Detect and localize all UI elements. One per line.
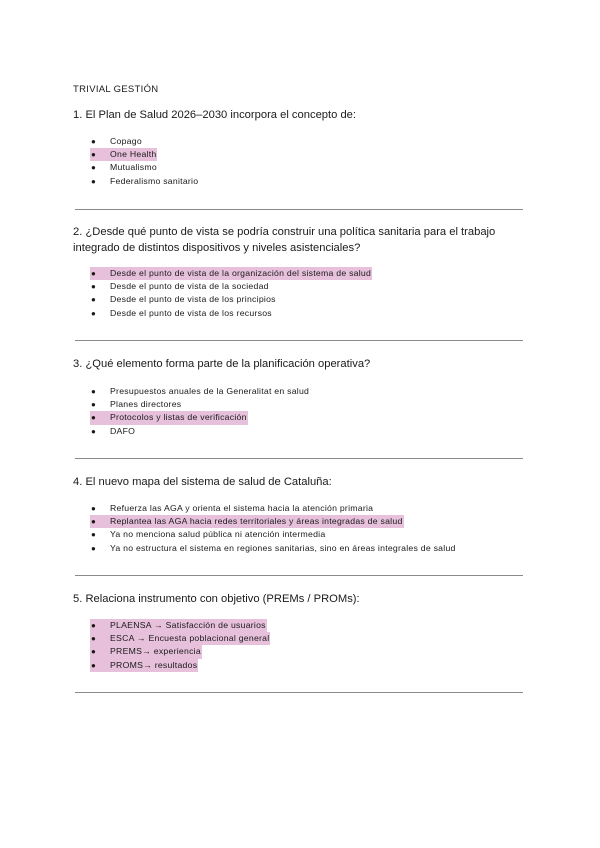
bullet-icon: ● — [91, 295, 97, 305]
bullet-icon: ● — [90, 619, 110, 632]
option-label: One Health — [109, 148, 157, 161]
option-label: Refuerza las AGA y orienta el sistema hacia la atención primaria — [110, 503, 374, 513]
option-label: Mutualismo — [110, 162, 157, 173]
bullet-icon: ● — [91, 308, 97, 318]
bullet-icon: ● — [91, 282, 97, 292]
question-1: 1. El Plan de Salud 2026–2030 incorpora el concepto de: — [73, 109, 357, 121]
option-label: PREMS→ experiencia — [109, 645, 202, 658]
option-label: Replantea las AGA hacia redes territoriales y áreas integradas de salud — [109, 515, 404, 528]
bullet-icon: ● — [90, 148, 110, 161]
divider — [75, 458, 523, 459]
option-label: Ya no menciona salud pública ni atención intermedia — [110, 529, 326, 540]
bullet-icon: ● — [91, 400, 97, 410]
option-label: Copago — [110, 136, 142, 146]
divider — [75, 692, 523, 693]
bullet-icon: ● — [91, 504, 97, 513]
divider — [75, 575, 523, 576]
question-4: 4. El nuevo mapa del sistema de salud de Cataluña: — [73, 476, 332, 488]
option-label: PROMS→ resultados — [109, 659, 198, 672]
option-label: DAFO — [110, 425, 136, 436]
option-label: Desde el punto de vista de los principios — [110, 294, 276, 305]
question-2: 2. ¿Desde qué punto de vista se podría construir una política sanitaria para el trabajo integrado de distintos dispositivos y niveles asistenciales? — [73, 226, 496, 254]
bullet-icon: ● — [91, 176, 97, 186]
bullet-icon: ● — [91, 137, 97, 146]
option-label: Federalismo sanitario — [110, 175, 199, 186]
bullet-icon: ● — [90, 632, 110, 645]
document-title: TRIVIAL GESTIÓN — [73, 84, 159, 95]
bullet-icon: ● — [90, 515, 110, 528]
option-label: Presupuestos anuales de la Generalitat en salud — [110, 386, 310, 396]
question-3: 3. ¿Qué elemento forma parte de la planificación operativa? — [73, 358, 371, 370]
option-label: Protocolos y listas de verificación — [109, 411, 248, 424]
bullet-icon: ● — [90, 659, 110, 672]
question-5: 5. Relaciona instrumento con objetivo (PREMs / PROMs): — [73, 593, 360, 605]
bullet-icon: ● — [91, 163, 97, 173]
divider — [75, 209, 523, 210]
bullet-icon: ● — [91, 387, 97, 396]
option-label: Desde el punto de vista de la sociedad — [110, 281, 269, 292]
bullet-icon: ● — [91, 426, 97, 436]
option-label: ESCA → Encuesta poblacional general — [109, 632, 270, 645]
bullet-icon: ● — [90, 267, 110, 280]
divider — [75, 340, 523, 341]
bullet-icon: ● — [90, 645, 110, 658]
bullet-icon: ● — [91, 543, 97, 553]
bullet-icon: ● — [91, 530, 97, 540]
option-label: Planes directores — [110, 399, 182, 410]
option-label: Ya no estructura el sistema en regiones sanitarias, sino en áreas integrales de salud — [110, 542, 456, 553]
option-label: Desde el punto de vista de la organización del sistema de salud — [109, 267, 372, 280]
bullet-icon: ● — [90, 411, 110, 424]
option-label: PLAENSA → Satisfacción de usuarios — [109, 619, 267, 632]
option-label: Desde el punto de vista de los recursos — [110, 307, 272, 318]
